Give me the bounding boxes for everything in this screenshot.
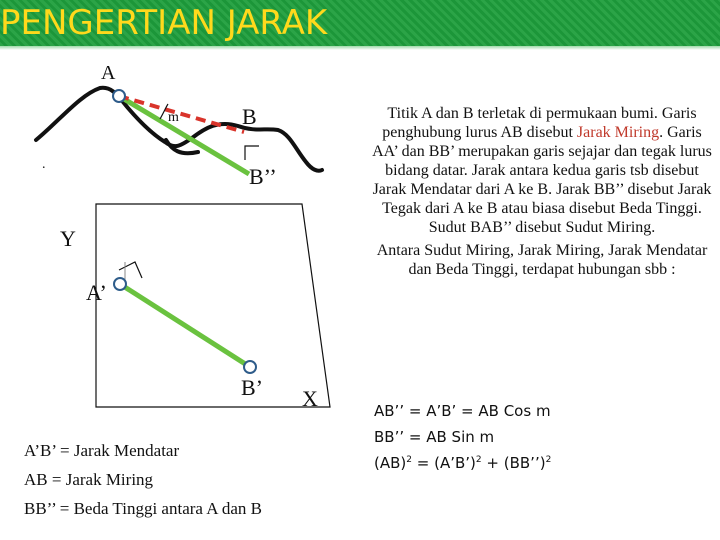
formula-block xyxy=(374,398,551,476)
point-a-dot xyxy=(113,90,125,102)
label-a-prime: A’ xyxy=(86,280,107,305)
label-b-prime: B’ xyxy=(241,375,263,400)
line-a1-b1 xyxy=(120,284,250,367)
label-y: Y xyxy=(60,226,76,251)
description-block xyxy=(368,104,716,283)
formula-sin: BB’’ = AB Sin m xyxy=(374,428,495,446)
slide-title: PENGERTIAN JARAK xyxy=(0,3,328,43)
superscript: 2 xyxy=(475,455,482,465)
formula-term: + (BB’’) xyxy=(481,454,546,472)
point-b1-dot xyxy=(244,361,256,373)
label-b-double-prime: B’’ xyxy=(249,164,277,189)
label-angle-m: m xyxy=(168,110,179,125)
superscript: 2 xyxy=(406,455,412,465)
line-a-b2 xyxy=(119,96,249,174)
formula-pythagoras xyxy=(374,450,551,476)
description-paragraph-2: Antara Sudut Miring, Jarak Miring, Jarak Mendatar dan Beda Tinggi, terdapat hubungan sbb : xyxy=(376,242,708,278)
legend-mendatar: A’B’ = Jarak Mendatar xyxy=(24,441,180,460)
right-angle-marker-b2 xyxy=(245,146,259,160)
formula-term: (AB) xyxy=(374,454,407,472)
label-x: X xyxy=(302,386,318,411)
legend-miring: AB = Jarak Miring xyxy=(24,470,154,489)
point-a1-dot xyxy=(114,278,126,290)
superscript: 2 xyxy=(545,455,552,465)
description-paragraph-1 xyxy=(368,104,716,237)
formula-cos: AB’’ = A’B’ = AB Cos m xyxy=(374,402,551,420)
legend-block xyxy=(24,436,262,523)
highlight-jarak-miring: Jarak Miring xyxy=(576,124,660,141)
label-a: A xyxy=(101,62,116,84)
description-text: Titik A dan B terletak di permukaan bumi. Garis penghubung lurus AB disebut xyxy=(382,105,697,141)
right-angle-marker-a1 xyxy=(119,262,142,278)
formula-term: = (A’B’) xyxy=(412,454,476,472)
description-text-cont: . Garis AA’ dan BB’ merupakan garis sejajar dan tegak lurus bidang datar. Jarak antara kedua garis tsb disebut Jarak Mendatar dari A ke B. Jarak BB’’ disebut Jarak Tegak dari A ke B atau biasa disebut Beda Tinggi. Sudut BAB’’ disebut Sudut Miring. xyxy=(372,124,712,236)
line-a-b xyxy=(119,96,244,132)
stray-dot: . xyxy=(42,157,46,172)
label-b: B xyxy=(242,104,257,129)
horizontal-plane xyxy=(96,204,330,407)
legend-beda-tinggi: BB’’ = Beda Tinggi antara A dan B xyxy=(24,499,262,518)
